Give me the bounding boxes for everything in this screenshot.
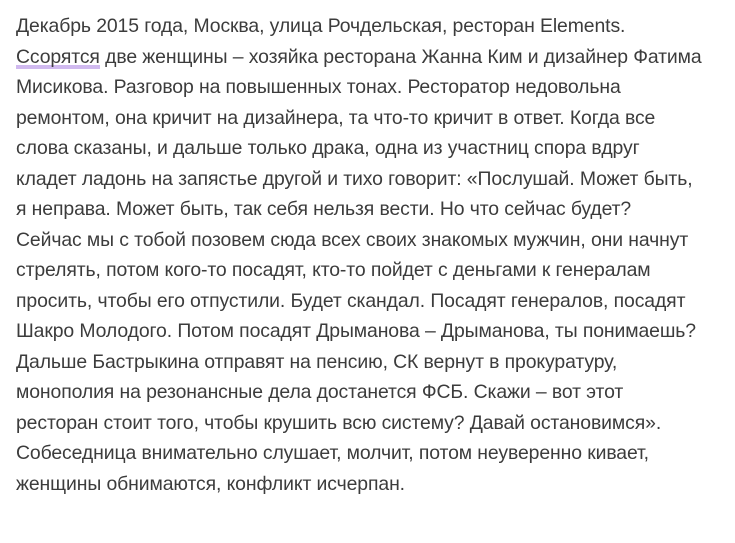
text-line: кладет ладонь на запястье другой и тихо говорит: «Послушай. Может быть,: [16, 167, 693, 190]
text-line: монополия на резонансные дела достанется ФСБ. Скажи – вот этот: [16, 381, 624, 403]
text-line: ремонтом, она кричит на дизайнера, та что-то кричит в ответ. Когда все: [16, 106, 656, 129]
text-line: [16, 42, 725, 73]
article-link[interactable]: Ссорятся: [16, 45, 100, 68]
text-line: Сейчас мы с тобой позовем сюда всех своих знакомых мужчин, они начнут: [16, 228, 689, 251]
text-line: я неправа. Может быть, так себя нельзя вести. Но что сейчас будет?: [16, 198, 632, 220]
text-line: Мисикова. Разговор на повышенных тонах. Ресторатор недовольна: [16, 76, 621, 98]
text-line: стрелять, потом кого-то посадят, кто-то пойдет с деньгами к генералам: [16, 259, 651, 281]
text-line: Собеседница внимательно слушает, молчит, потом неуверенно кивает,: [16, 442, 649, 464]
text-line: ресторан стоит того, чтобы крушить всю систему? Давай остановимся».: [16, 411, 662, 434]
text-line: женщины обнимаются, конфликт исчерпан.: [16, 472, 405, 495]
text-segment: две женщины – хозяйка ресторана Жанна Ким и дизайнер Фатима: [99, 45, 702, 68]
text-line: Шакро Молодого. Потом посадят Дрыманова – Дрыманова, ты понимаешь?: [16, 320, 696, 342]
text-line: слова сказаны, и дальше только драка, одна из участниц спора вдруг: [16, 137, 640, 159]
text-line: просить, чтобы его отпустили. Будет скандал. Посадят генералов, посадят: [16, 289, 686, 312]
text-line: Дальше Бастрыкина отправят на пенсию, СК вернут в прокуратуру,: [16, 350, 618, 373]
article-paragraph: [16, 11, 725, 499]
text-line: Декабрь 2015 года, Москва, улица Рочдельская, ресторан Elements.: [16, 15, 626, 37]
